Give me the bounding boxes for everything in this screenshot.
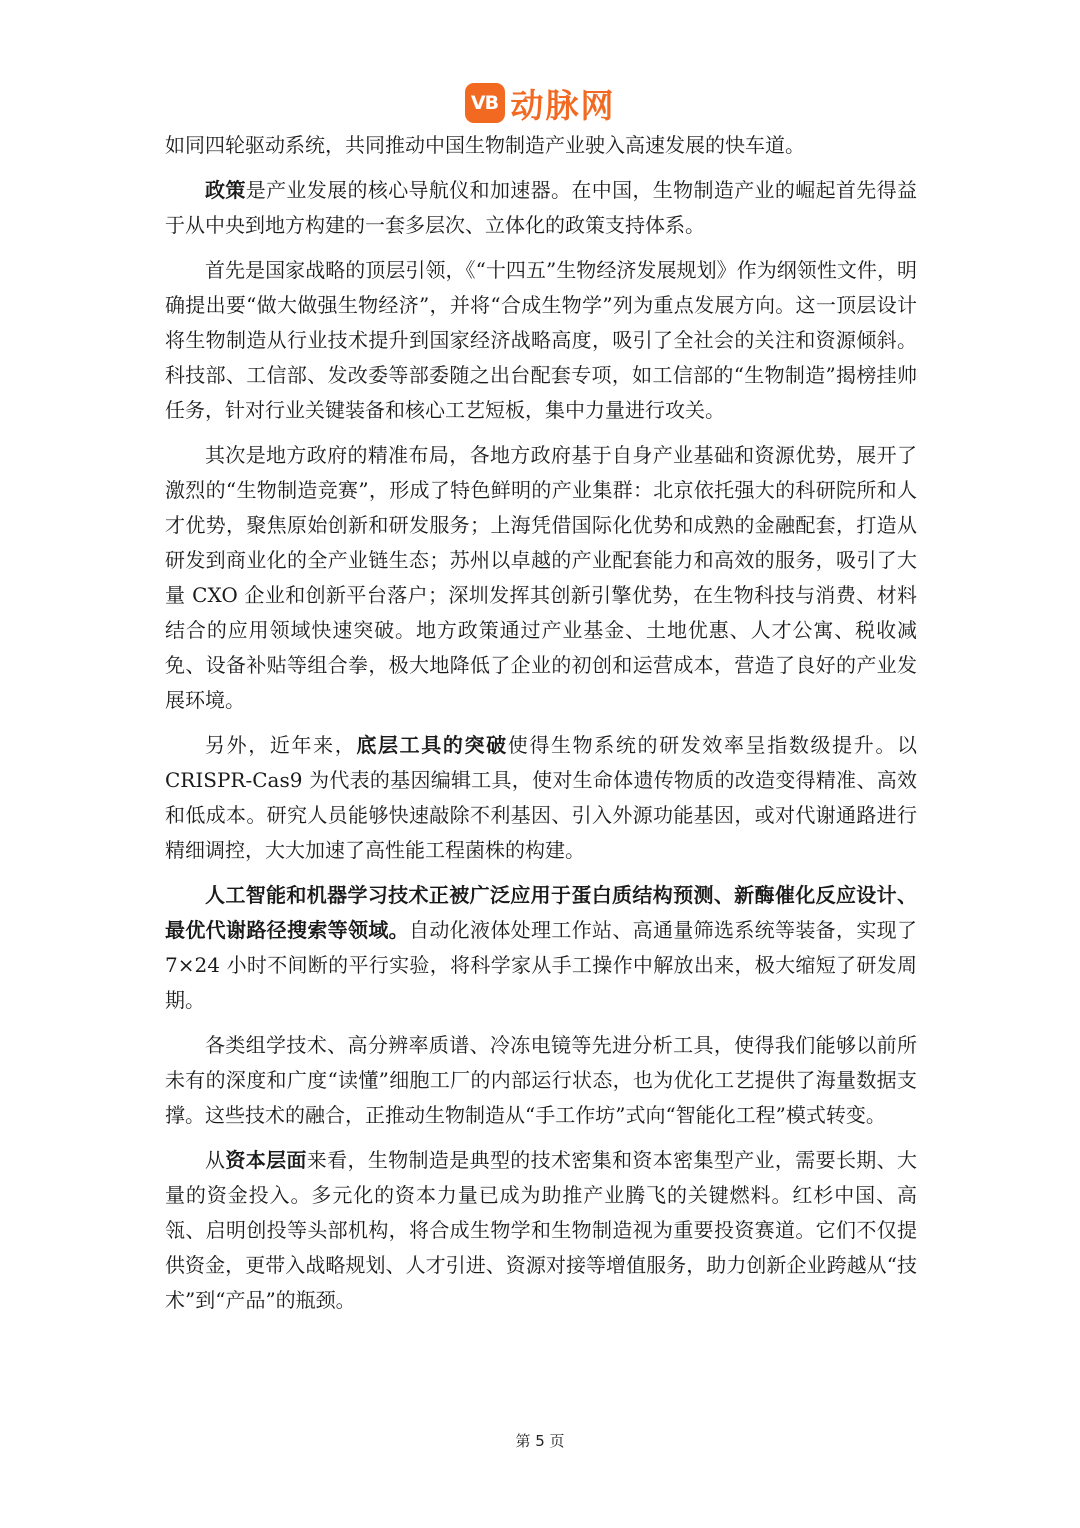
bold-term: 资本层面 (225, 1148, 307, 1172)
paragraph-text: 是产业发展的核心导航仪和加速器。在中国，生物制造产业的崛起首先得益于从中央到地方构建的一套多层次、立体化的政策支持体系。 (165, 178, 918, 237)
paragraph-text: 各类组学技术、高分辨率质谱、冷冻电镜等先进分析工具，使得我们能够以前所未有的深度和广度“读懂”细胞工厂的内部运行状态，也为优化工艺提供了海量数据支撑。这些技术的融合，正推动生物制造从“手工作坊”式向“智能化工程”模式转变。 (165, 1033, 917, 1127)
paragraph-7 (165, 1028, 917, 1133)
paragraph-2 (165, 173, 917, 243)
logo-text: 动脉网 (510, 85, 616, 125)
paragraph-6 (165, 878, 917, 1018)
paragraph-1 (165, 128, 917, 163)
paragraph-8 (165, 1143, 917, 1318)
paragraph-text: 另外，近年来， (205, 733, 357, 757)
bold-term: 政策 (205, 178, 246, 202)
bold-term: 底层工具的突破 (356, 733, 508, 757)
page-header (0, 80, 1080, 126)
paragraph-4 (165, 438, 917, 718)
paragraph-5 (165, 728, 917, 868)
paragraph-text: 来看，生物制造是典型的技术密集和资本密集型产业，需要长期、大量的资金投入。多元化的资本力量已成为助推产业腾飞的关键燃料。红杉中国、高瓴、启明创投等头部机构，将合成生物学和生物制造视为重要投资赛道。它们不仅提供资金，更带入战略规划、人才引进、资源对接等增值服务，助力创新企业跨越从“技术”到“产品”的瓶颈。 (165, 1148, 918, 1312)
paragraph-text: 如同四轮驱动系统，共同推动中国生物制造产业驶入高速发展的快车道。 (165, 133, 805, 157)
paragraph-text: 自动化液体处理工作站、高通量筛选系统等装备，实现了 7×24 小时不间断的平行实验，将科学家从手工操作中解放出来，极大缩短了研发周期。 (165, 918, 917, 1012)
page-number: 第 5 页 (515, 1432, 565, 1450)
paragraph-3 (165, 253, 917, 428)
paragraph-text: 其次是地方政府的精准布局，各地方政府基于自身产业基础和资源优势，展开了激烈的“生物制造竞赛”，形成了特色鲜明的产业集群：北京依托强大的科研院所和人才优势，聚焦原始创新和研发服务；上海凭借国际化优势和成熟的金融配套，打造从研发到商业化的全产业链生态；苏州以卓越的产业配套能力和高效的服务，吸引了大量 CXO 企业和创新平台落户；深圳发挥其创新引擎优势，在生物科技与消费、材料结合的应用领域快速突破。地方政策通过产业基金、土地优惠、人才公寓、税收减免、设备补贴等组合拳，极大地降低了企业的初创和运营成本，营造了良好的产业发展环境。 (165, 443, 917, 712)
document-body (165, 128, 917, 1328)
paragraph-text: 从 (205, 1148, 226, 1172)
bold-term: 人工智能和机器学习技术正被广泛应用于蛋白质结构预测、新酶催化反应设计、最优代谢路径搜索等领域。 (165, 883, 917, 942)
paragraph-text: 首先是国家战略的顶层引领，《“十四五”生物经济发展规划》作为纲领性文件，明确提出要“做大做强生物经济”，并将“合成生物学”列为重点发展方向。这一顶层设计将生物制造从行业技术提升到国家经济战略高度，吸引了全社会的关注和资源倾斜。科技部、工信部、发改委等部委随之出台配套专项，如工信部的“生物制造”揭榜挂帅任务，针对行业关键装备和核心工艺短板，集中力量进行攻关。 (165, 258, 917, 422)
logo-icon: VB (465, 83, 505, 123)
paragraph-text: 使得生物系统的研发效率呈指数级提升。以 CRISPR-Cas9 为代表的基因编辑工具，使对生命体遗传物质的改造变得精准、高效和低成本。研究人员能够快速敲除不利基因、引入外源功能基因，或对代谢通路进行精细调控，大大加速了高性能工程菌株的构建。 (165, 733, 917, 862)
